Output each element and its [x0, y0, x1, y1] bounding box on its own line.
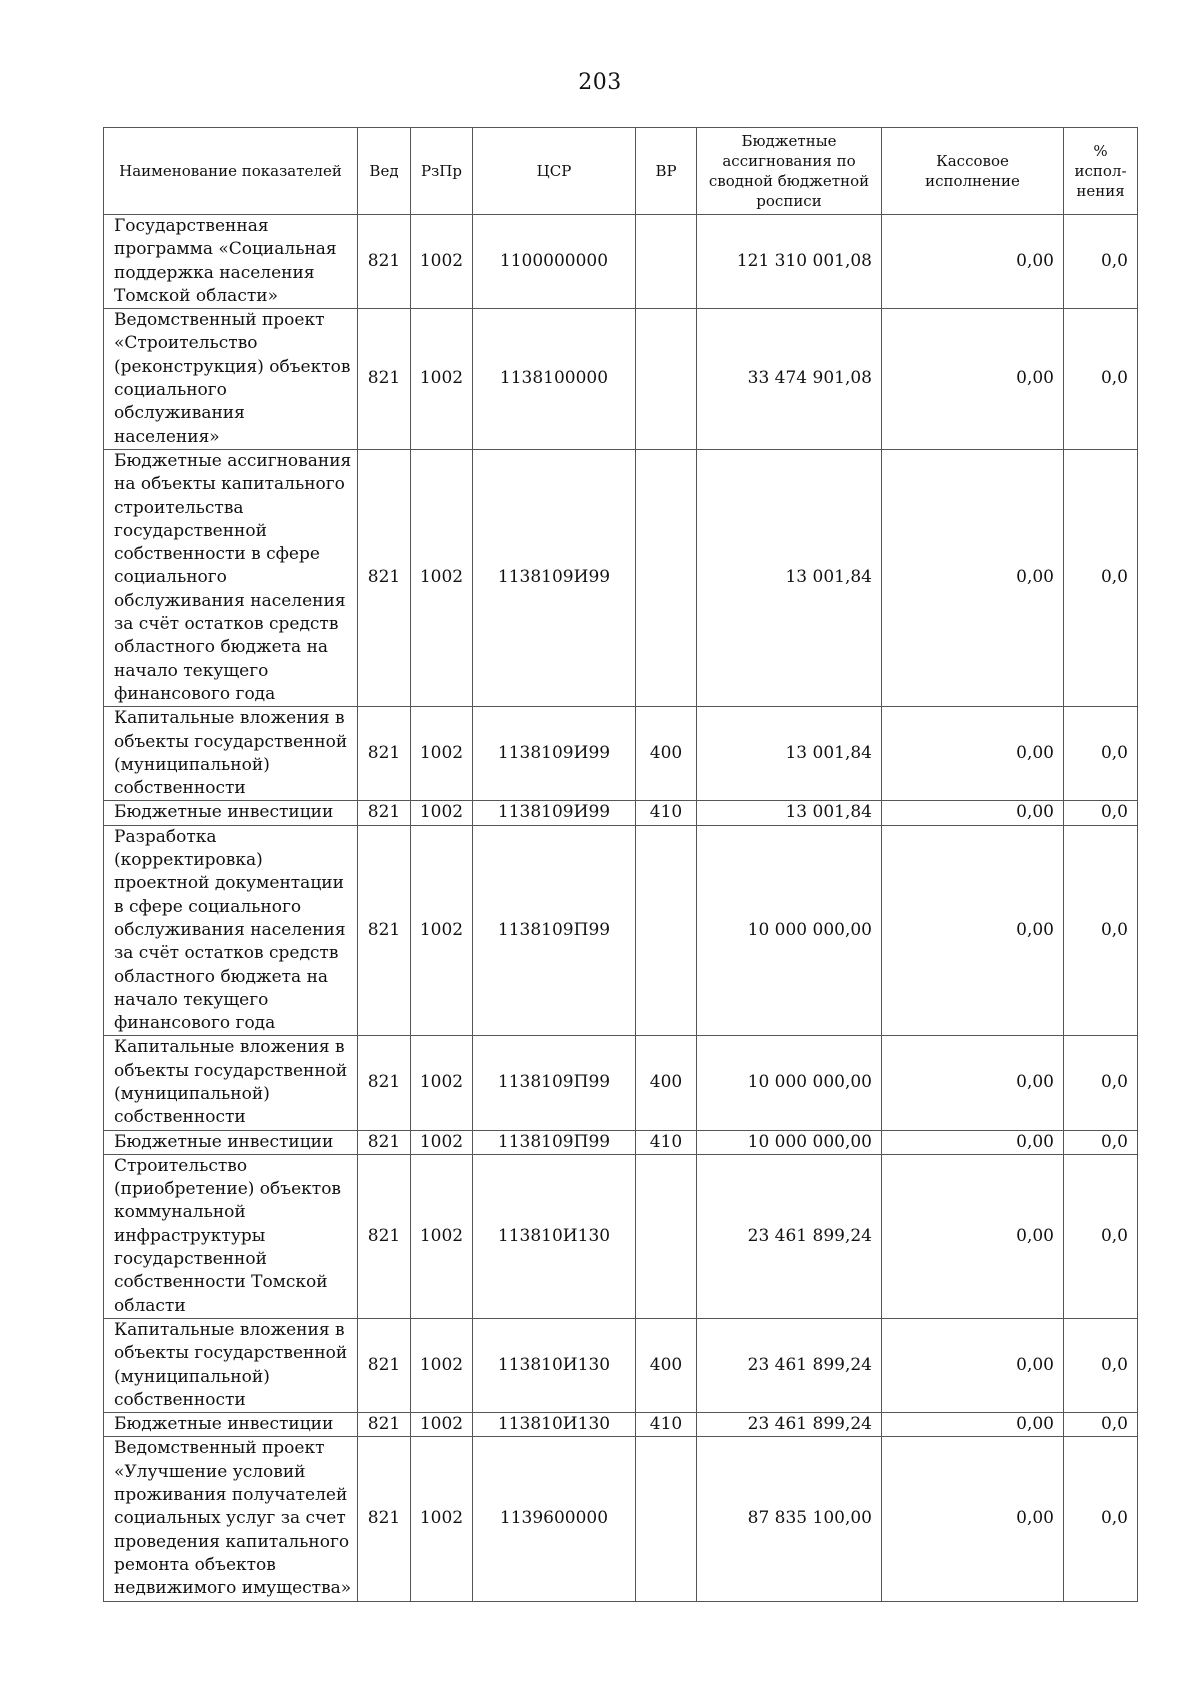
- row-name: Строительство (приобретение) объектов коммунальной инфраструктуры государственной собственности Томской области: [104, 1154, 358, 1318]
- row-rzpr: 1002: [411, 309, 473, 450]
- row-cash-execution: 0,00: [882, 1437, 1064, 1601]
- row-assignments: 33 474 901,08: [697, 309, 882, 450]
- row-name: Капитальные вложения в объекты государственной (муниципальной) собственности: [104, 1318, 358, 1412]
- row-percent-execution: 0,0: [1064, 1154, 1138, 1318]
- row-percent-execution: 0,0: [1064, 707, 1138, 801]
- row-ved: 821: [358, 1437, 411, 1601]
- page-number: 203: [578, 70, 622, 95]
- row-rzpr: 1002: [411, 1413, 473, 1437]
- header-rzpr: РзПр: [411, 128, 473, 215]
- header-percent-execution: % испол-нения: [1064, 128, 1138, 215]
- row-percent-execution: 0,0: [1064, 1130, 1138, 1154]
- row-ved: 821: [358, 1130, 411, 1154]
- row-ved: 821: [358, 825, 411, 1036]
- header-vr: ВР: [636, 128, 697, 215]
- row-ved: 821: [358, 449, 411, 706]
- row-assignments: 23 461 899,24: [697, 1154, 882, 1318]
- row-percent-execution: 0,0: [1064, 1437, 1138, 1601]
- row-cash-execution: 0,00: [882, 449, 1064, 706]
- table-header: [104, 128, 1138, 215]
- row-cash-execution: 0,00: [882, 825, 1064, 1036]
- row-vr: [636, 449, 697, 706]
- table-row: [104, 707, 1138, 801]
- row-percent-execution: 0,0: [1064, 1413, 1138, 1437]
- row-assignments: 10 000 000,00: [697, 825, 882, 1036]
- row-ved: 821: [358, 309, 411, 450]
- row-assignments: 10 000 000,00: [697, 1130, 882, 1154]
- row-percent-execution: 0,0: [1064, 309, 1138, 450]
- header-ved: Вед: [358, 128, 411, 215]
- row-assignments: 13 001,84: [697, 449, 882, 706]
- row-ved: 821: [358, 215, 411, 309]
- row-ved: 821: [358, 1154, 411, 1318]
- row-cash-execution: 0,00: [882, 215, 1064, 309]
- row-name: Бюджетные инвестиции: [104, 801, 358, 825]
- row-vr: [636, 215, 697, 309]
- row-csr: 1138109И99: [473, 449, 636, 706]
- row-name: Бюджетные ассигнования на объекты капитального строительства государственной собственности в сфере социального обслуживания населения за счёт остатков средств областного бюджета на начало текущего финансового года: [104, 449, 358, 706]
- row-vr: 400: [636, 1318, 697, 1412]
- row-cash-execution: 0,00: [882, 1130, 1064, 1154]
- row-cash-execution: 0,00: [882, 707, 1064, 801]
- row-assignments: 13 001,84: [697, 707, 882, 801]
- table-row: [104, 801, 1138, 825]
- row-assignments: 10 000 000,00: [697, 1036, 882, 1130]
- table-row: [104, 825, 1138, 1036]
- row-csr: 113810И130: [473, 1318, 636, 1412]
- row-cash-execution: 0,00: [882, 1413, 1064, 1437]
- row-csr: 113810И130: [473, 1154, 636, 1318]
- row-csr: 1100000000: [473, 215, 636, 309]
- row-rzpr: 1002: [411, 1318, 473, 1412]
- row-rzpr: 1002: [411, 801, 473, 825]
- row-csr: 113810И130: [473, 1413, 636, 1437]
- row-name: Капитальные вложения в объекты государственной (муниципальной) собственности: [104, 707, 358, 801]
- row-csr: 1138109И99: [473, 801, 636, 825]
- row-cash-execution: 0,00: [882, 1318, 1064, 1412]
- row-name: Ведомственный проект «Строительство (реконструкция) объектов социального обслуживания населения»: [104, 309, 358, 450]
- row-vr: [636, 1437, 697, 1601]
- row-ved: 821: [358, 801, 411, 825]
- header-row: [104, 128, 1138, 215]
- row-percent-execution: 0,0: [1064, 1036, 1138, 1130]
- row-name: Ведомственный проект «Улучшение условий проживания получателей социальных услуг за счет проведения капитального ремонта объектов недвижимого имущества»: [104, 1437, 358, 1601]
- row-cash-execution: 0,00: [882, 309, 1064, 450]
- table-row: [104, 1130, 1138, 1154]
- row-rzpr: 1002: [411, 707, 473, 801]
- row-name: Разработка (корректировка) проектной документации в сфере социального обслуживания населения за счёт остатков средств областного бюджета на начало текущего финансового года: [104, 825, 358, 1036]
- row-percent-execution: 0,0: [1064, 825, 1138, 1036]
- row-ved: 821: [358, 1318, 411, 1412]
- table-row: [104, 215, 1138, 309]
- row-rzpr: 1002: [411, 215, 473, 309]
- row-assignments: 121 310 001,08: [697, 215, 882, 309]
- table-row: [104, 1154, 1138, 1318]
- row-vr: 400: [636, 707, 697, 801]
- row-vr: 410: [636, 1413, 697, 1437]
- row-ved: 821: [358, 1036, 411, 1130]
- row-assignments: 13 001,84: [697, 801, 882, 825]
- row-name: Капитальные вложения в объекты государственной (муниципальной) собственности: [104, 1036, 358, 1130]
- header-assignments: Бюджетные ассигнования по сводной бюджетной росписи: [697, 128, 882, 215]
- row-percent-execution: 0,0: [1064, 801, 1138, 825]
- row-vr: [636, 825, 697, 1036]
- table-row: [104, 1413, 1138, 1437]
- row-vr: 410: [636, 1130, 697, 1154]
- row-assignments: 23 461 899,24: [697, 1413, 882, 1437]
- row-vr: 410: [636, 801, 697, 825]
- row-rzpr: 1002: [411, 1036, 473, 1130]
- table-row: [104, 309, 1138, 450]
- row-ved: 821: [358, 707, 411, 801]
- row-rzpr: 1002: [411, 825, 473, 1036]
- table-row: [104, 1036, 1138, 1130]
- row-name: Бюджетные инвестиции: [104, 1413, 358, 1437]
- row-rzpr: 1002: [411, 1154, 473, 1318]
- row-vr: [636, 1154, 697, 1318]
- row-name: Государственная программа «Социальная поддержка населения Томской области»: [104, 215, 358, 309]
- row-csr: 1138109И99: [473, 707, 636, 801]
- row-csr: 1139600000: [473, 1437, 636, 1601]
- table-row: [104, 1437, 1138, 1601]
- table-row: [104, 1318, 1138, 1412]
- row-csr: 1138109П99: [473, 1036, 636, 1130]
- row-rzpr: 1002: [411, 449, 473, 706]
- row-cash-execution: 0,00: [882, 1036, 1064, 1130]
- row-percent-execution: 0,0: [1064, 449, 1138, 706]
- table-body: [104, 215, 1138, 1602]
- row-vr: 400: [636, 1036, 697, 1130]
- budget-execution-table: [103, 127, 1138, 1602]
- row-csr: 1138109П99: [473, 1130, 636, 1154]
- row-percent-execution: 0,0: [1064, 1318, 1138, 1412]
- table-row: [104, 449, 1138, 706]
- row-percent-execution: 0,0: [1064, 215, 1138, 309]
- row-assignments: 87 835 100,00: [697, 1437, 882, 1601]
- header-cash-execution: Кассовое исполнение: [882, 128, 1064, 215]
- row-rzpr: 1002: [411, 1130, 473, 1154]
- row-ved: 821: [358, 1413, 411, 1437]
- row-cash-execution: 0,00: [882, 801, 1064, 825]
- row-rzpr: 1002: [411, 1437, 473, 1601]
- row-vr: [636, 309, 697, 450]
- header-csr: ЦСР: [473, 128, 636, 215]
- row-cash-execution: 0,00: [882, 1154, 1064, 1318]
- row-assignments: 23 461 899,24: [697, 1318, 882, 1412]
- row-name: Бюджетные инвестиции: [104, 1130, 358, 1154]
- row-csr: 1138109П99: [473, 825, 636, 1036]
- row-csr: 1138100000: [473, 309, 636, 450]
- header-name: Наименование показателей: [104, 128, 358, 215]
